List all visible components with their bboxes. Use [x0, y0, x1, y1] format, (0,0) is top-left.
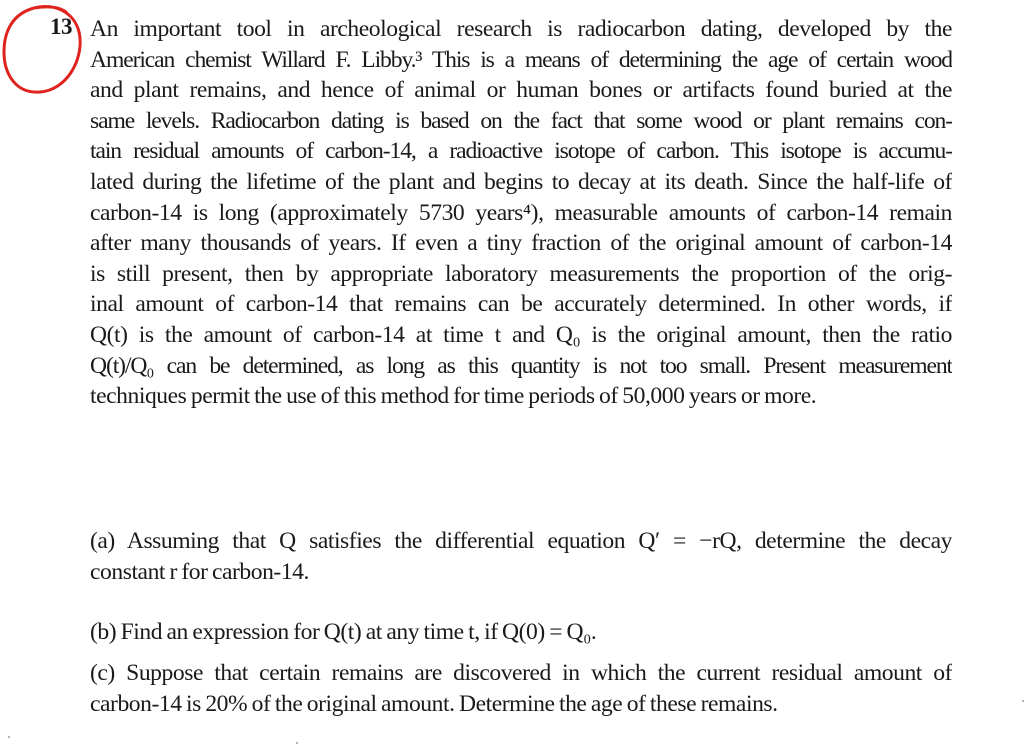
- text-line: An important tool in archeological research is radiocarbon dating, developed by the: [90, 16, 952, 42]
- text-line: (a) Assuming that Q satisfies the differential equation Q′ = −rQ, determine the decay: [90, 528, 952, 554]
- text-line: (b) Find an expression for Q(t) at any time t, if Q(0) = Q₀.: [90, 619, 597, 645]
- text-line: (c) Suppose that certain remains are discovered in which the current residual amount of: [90, 660, 952, 686]
- text-line: inal amount of carbon-14 that remains can be accurately determined. In other words, if: [90, 291, 952, 318]
- text-line: carbon-14 is 20% of the original amount. Determine the age of these remains.: [90, 690, 778, 717]
- text-line: tain residual amounts of carbon-14, a radioactive isotope of carbon. This isotope is accumu-: [90, 138, 952, 165]
- problem-statement: [90, 14, 952, 412]
- text-line: after many thousands of years. If even a tiny fraction of the original amount of carbon-14: [90, 230, 952, 257]
- scan-speck: [8, 736, 10, 738]
- text-line: techniques permit the use of this method for time periods of 50,000 years or more.: [90, 383, 817, 410]
- text-line: and plant remains, and hence of animal or human bones or artifacts found buried at the: [90, 77, 952, 104]
- problem-number: 13: [50, 14, 72, 39]
- part-c: [90, 658, 952, 719]
- text-line: is still present, then by appropriate laboratory measurements the proportion of the orig-: [90, 260, 952, 287]
- part-b: [90, 617, 952, 648]
- text-line: constant r for carbon-14.: [90, 558, 309, 585]
- text-line: carbon-14 is long (approximately 5730 years⁴), measurable amounts of carbon-14 remain: [90, 199, 952, 226]
- part-a: [90, 526, 952, 587]
- text-line: American chemist Willard F. Libby.³ This is a means of determining the age of certain wood: [90, 46, 952, 73]
- text-line: lated during the lifetime of the plant and begins to decay at its death. Since the half-life of: [90, 168, 952, 195]
- text-line: Q(t) is the amount of carbon-14 at time t and Q₀ is the original amount, then the ratio: [90, 321, 952, 348]
- scan-speck: [1022, 700, 1024, 702]
- text-line: Q(t)/Q₀ can be determined, as long as this quantity is not too small. Present measurement: [90, 352, 952, 379]
- text-line: same levels. Radiocarbon dating is based on the fact that some wood or plant remains con-: [90, 107, 952, 134]
- red-circle-annotation: [0, 0, 90, 110]
